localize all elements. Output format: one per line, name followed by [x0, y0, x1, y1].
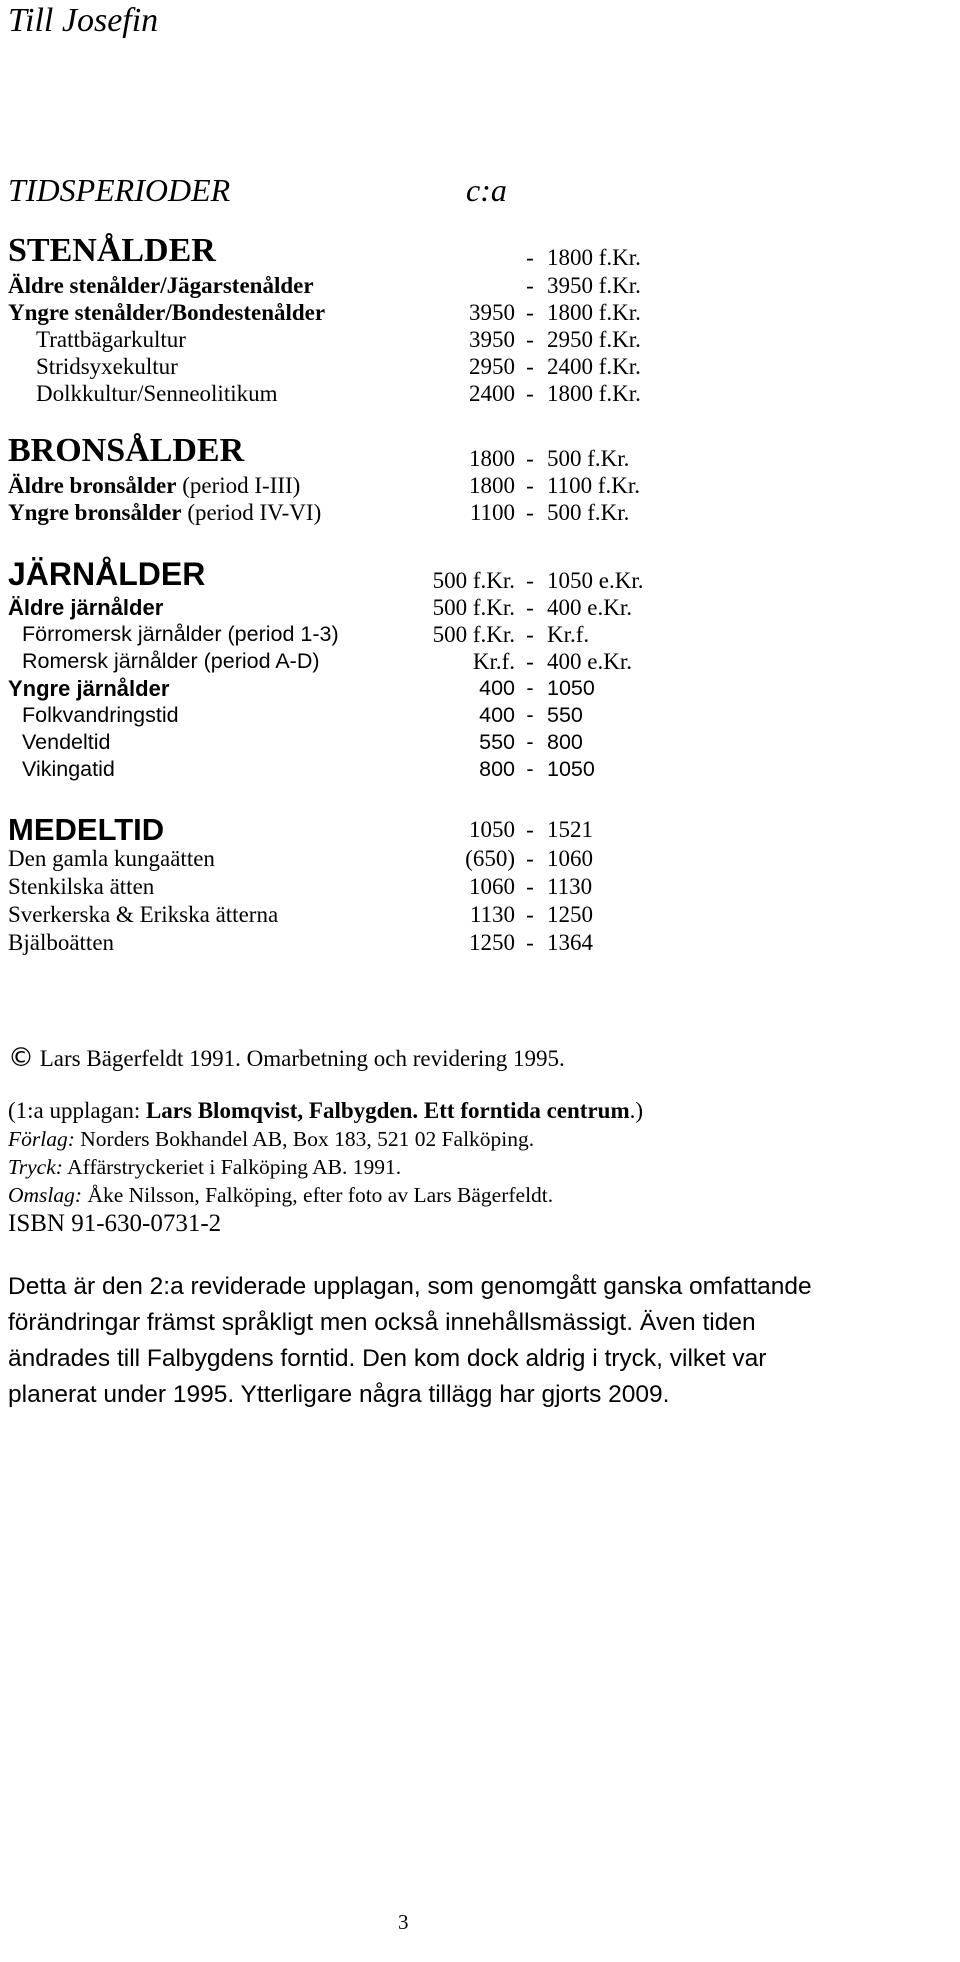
section-label: TIDSPERIODER: [8, 172, 231, 208]
period-row-name: Förromersk järnålder (period 1-3): [22, 622, 339, 646]
period-row-name: Vikingatid: [22, 757, 115, 781]
range-dash: -: [526, 676, 534, 700]
range-to: 1100 f.Kr.: [547, 473, 641, 498]
range-to: 400 e.Kr.: [547, 649, 632, 674]
tryck-label: Tryck:: [8, 1155, 63, 1179]
range-dash: -: [526, 703, 534, 727]
range-dash: -: [526, 245, 534, 270]
range-dash: -: [526, 846, 534, 871]
period-row-name: Yngre bronsålder: [8, 500, 182, 525]
period-row: [8, 473, 300, 499]
first-edition-title: Lars Blomqvist, Falbygden. Ett forntida centrum: [145, 1098, 630, 1123]
range-from: 3950: [469, 300, 515, 325]
period-row-name: Yngre stenålder/Bondestenålder: [8, 300, 326, 325]
range-to: 500 f.Kr.: [547, 500, 630, 525]
note-line: Detta är den 2:a reviderade upplagan, som genomgått ganska omfattande: [8, 1273, 812, 1300]
note-line: planerat under 1995. Ytterligare några tillägg har gjorts 2009.: [8, 1381, 670, 1408]
range-from: 2400: [469, 381, 515, 406]
range-to: 1800 f.Kr.: [547, 245, 641, 270]
range-from: 550: [479, 730, 515, 754]
range-from: 1800: [469, 473, 515, 498]
isbn: ISBN 91-630-0731-2: [8, 1210, 222, 1237]
range-to: 1800 f.Kr.: [547, 381, 641, 406]
range-dash: -: [526, 446, 534, 471]
period-row-name: Sverkerska & Erikska ätterna: [8, 902, 279, 927]
range-to: 500 f.Kr.: [547, 446, 630, 471]
range-from: Kr.f.: [472, 649, 515, 674]
range-dash: -: [526, 622, 534, 647]
range-dash: -: [526, 473, 534, 498]
first-edition-prefix: (1:a upplagan:: [8, 1098, 146, 1123]
omslag-value: Åke Nilsson, Falköping, efter foto av Lars Bägerfeldt.: [87, 1183, 554, 1207]
range-from: 1100: [469, 500, 515, 525]
range-dash: -: [526, 273, 534, 298]
omslag-line: [8, 1183, 553, 1208]
range-from: 2950: [469, 354, 515, 379]
range-from: 1800: [469, 446, 515, 471]
range-dash: -: [526, 568, 534, 593]
circa-label: c:a: [466, 172, 507, 208]
range-to: 2950 f.Kr.: [547, 327, 641, 352]
range-from: 500 f.Kr.: [432, 622, 515, 647]
period-row-name: Äldre stenålder/Jägarstenålder: [8, 273, 314, 298]
range-to: 800: [547, 730, 583, 754]
range-dash: -: [526, 595, 534, 620]
period-heading: BRONSÅLDER: [8, 432, 245, 469]
range-to: 1250: [547, 902, 593, 927]
range-dash: -: [526, 500, 534, 525]
range-dash: -: [526, 300, 534, 325]
forlag-value: Norders Bokhandel AB, Box 183, 521 02 Falköping.: [80, 1127, 535, 1151]
range-from: 1250: [469, 930, 515, 955]
period-row-name: Äldre bronsålder: [8, 473, 177, 498]
first-edition-line: [8, 1098, 643, 1124]
range-to: 1364: [547, 930, 593, 955]
note-line: förändringar främst språkligt men också innehållsmässigt. Även tiden: [8, 1309, 756, 1336]
range-dash: -: [526, 649, 534, 674]
range-from: 400: [479, 676, 515, 700]
range-to: 550: [547, 703, 583, 727]
period-row: [8, 500, 321, 526]
period-heading: STENÅLDER: [8, 232, 216, 269]
period-row-name: Den gamla kungaätten: [8, 846, 215, 871]
period-row-name: Äldre järnålder: [8, 595, 164, 620]
range-to: 1050: [547, 676, 595, 700]
period-heading: MEDELTID: [8, 812, 165, 847]
edition-note: [8, 1269, 958, 1413]
range-dash: -: [526, 757, 534, 781]
range-dash: -: [526, 874, 534, 899]
range-dash: -: [526, 730, 534, 754]
range-to: 1521: [547, 817, 593, 842]
range-to: 2400 f.Kr.: [547, 354, 641, 379]
tryck-line: [8, 1155, 401, 1180]
first-edition-suffix: .): [629, 1098, 644, 1123]
period-row-name: Trattbägarkultur: [36, 327, 186, 352]
range-dash: -: [526, 817, 534, 842]
omslag-label: Omslag:: [8, 1183, 83, 1207]
period-heading: JÄRNÅLDER: [8, 556, 206, 592]
period-row-name: Dolkkultur/Senneolitikum: [36, 381, 278, 406]
range-to: 1060: [547, 846, 593, 871]
range-from: 800: [479, 757, 515, 781]
range-from: 3950: [469, 327, 515, 352]
range-dash: -: [526, 930, 534, 955]
range-dash: -: [526, 381, 534, 406]
range-from: (650): [465, 846, 515, 871]
period-row-name: Bjälboätten: [8, 930, 115, 955]
period-row-name: Romersk järnålder (period A-D): [22, 649, 320, 673]
page-title: Till Josefin: [8, 2, 159, 39]
range-to: Kr.f.: [547, 622, 590, 647]
range-to: 1050 e.Kr.: [547, 568, 644, 593]
range-from: 1130: [469, 902, 515, 927]
range-dash: -: [526, 354, 534, 379]
range-dash: -: [526, 902, 534, 927]
period-row-name: Stenkilska ätten: [8, 874, 155, 899]
range-from: 400: [479, 703, 515, 727]
copyright-line: [8, 1043, 565, 1073]
tryck-value: Affärstryckeriet i Falköping AB. 1991.: [67, 1155, 402, 1179]
period-row-name: Folkvandringstid: [22, 703, 179, 727]
period-row-suffix: (period I-III): [182, 473, 301, 498]
range-from: 500 f.Kr.: [432, 568, 515, 593]
copyright-icon: ©: [8, 1043, 34, 1073]
range-from: 1060: [469, 874, 515, 899]
range-from: 500 f.Kr.: [432, 595, 515, 620]
range-to: 1800 f.Kr.: [547, 300, 641, 325]
range-to: 3950 f.Kr.: [547, 273, 641, 298]
range-from: 1050: [469, 817, 515, 842]
forlag-label: Förlag:: [8, 1127, 75, 1151]
forlag-line: [8, 1127, 534, 1152]
range-to: 1050: [547, 757, 595, 781]
note-line: ändrades till Falbygdens forntid. Den kom dock aldrig i tryck, vilket var: [8, 1345, 767, 1372]
range-dash: -: [526, 327, 534, 352]
period-row-suffix: (period IV-VI): [187, 500, 322, 525]
period-row-name: Stridsyxekultur: [36, 354, 178, 379]
range-to: 400 e.Kr.: [547, 595, 632, 620]
range-to: 1130: [547, 874, 593, 899]
period-row-name: Vendeltid: [22, 730, 111, 754]
period-row-name: Yngre järnålder: [8, 676, 170, 701]
copyright-text: Lars Bägerfeldt 1991. Omarbetning och revidering 1995.: [39, 1046, 565, 1071]
page-number: 3: [398, 1910, 409, 1934]
